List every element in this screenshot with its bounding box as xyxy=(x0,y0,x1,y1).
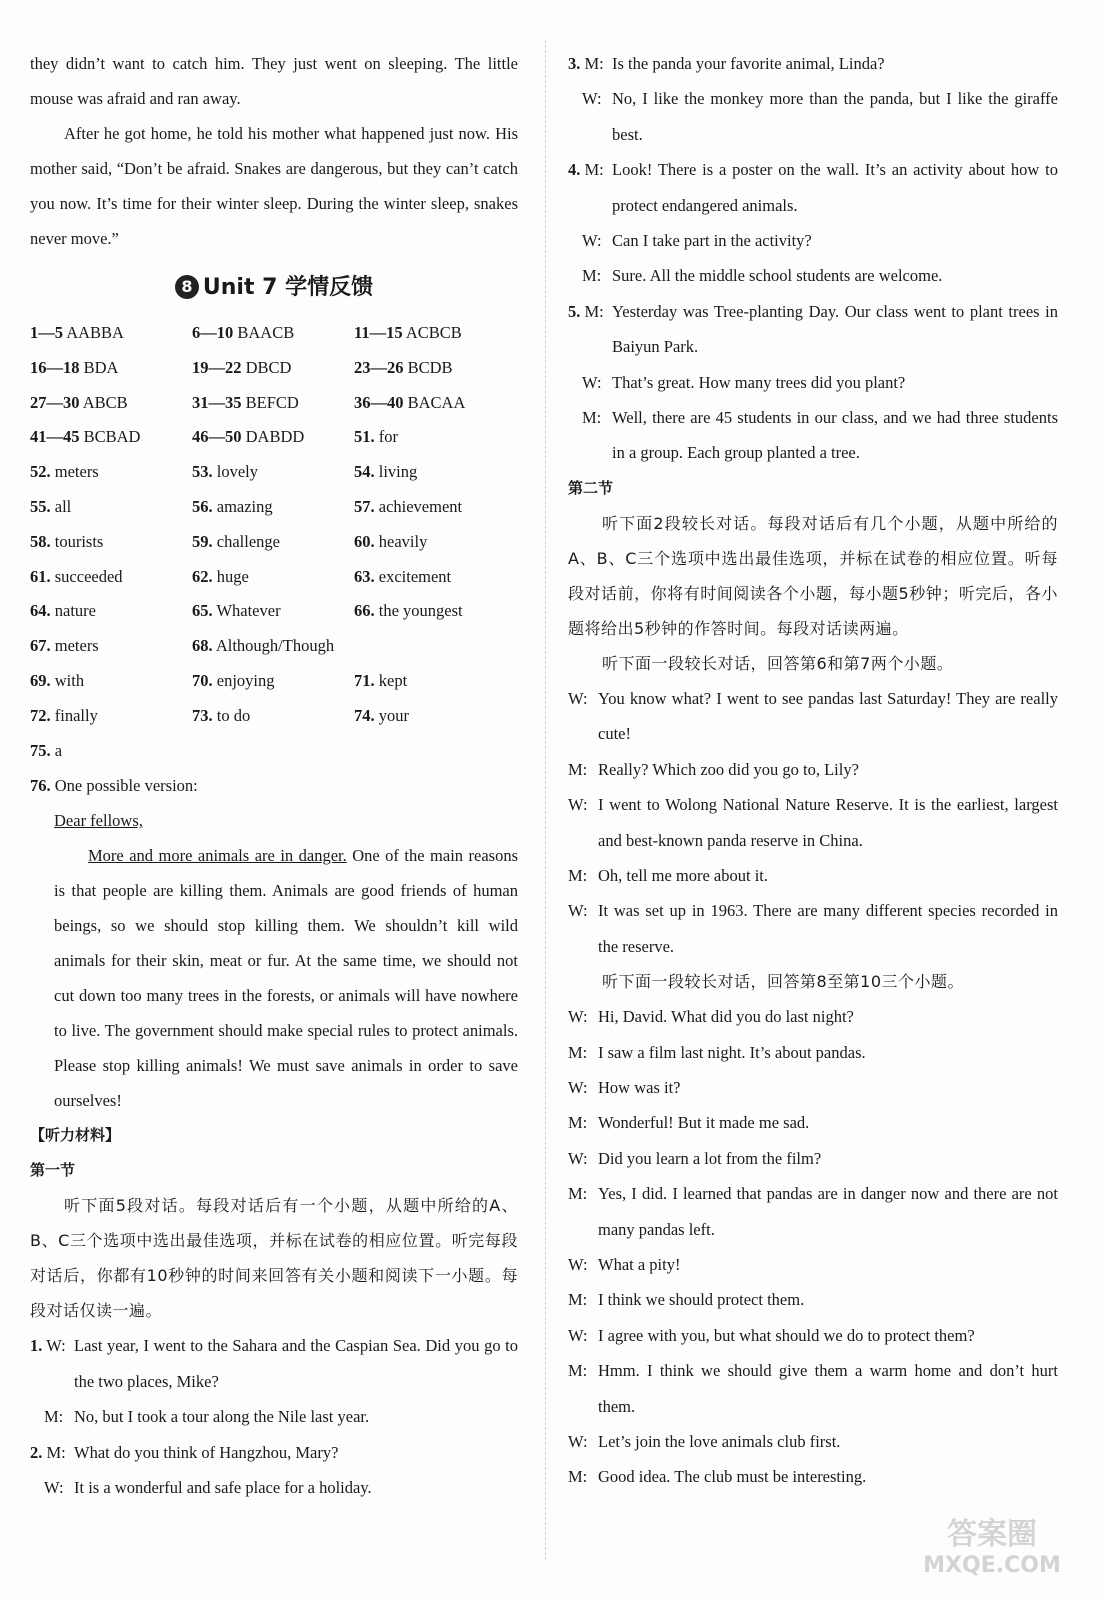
answer-number: 75. xyxy=(30,740,51,760)
answer-number: 73. xyxy=(192,705,213,725)
answer-value: enjoying xyxy=(216,670,275,690)
answer-item xyxy=(192,316,354,351)
speaker-label xyxy=(568,152,604,187)
dialogue-text: Is the panda your favorite animal, Linda? xyxy=(612,54,885,73)
dialogue-line xyxy=(568,258,1058,293)
answer-value: all xyxy=(54,496,72,516)
dialogue-line xyxy=(568,1459,1058,1494)
unit-title xyxy=(30,270,518,306)
section1-heading: 第一节 xyxy=(30,1161,76,1180)
answer-value: lovely xyxy=(216,462,258,482)
right-column xyxy=(568,46,1058,1495)
story-paragraph-2: After he got home, he told his mother what happened just now. His mother said, “Don’t be afraid. Snakes are dangerous, but they can’t catch you now. It’s time for their winter sleep. During the winter sleep, snakes never move.” xyxy=(30,124,518,248)
story-paragraph-1: they didn’t want to catch him. They just went on sleeping. The little mouse was afraid and ran away. xyxy=(30,54,518,108)
speaker-label xyxy=(582,223,602,258)
answer-item xyxy=(192,351,354,386)
answer-item xyxy=(192,525,354,560)
dialogue-line xyxy=(568,365,1058,400)
speaker-label xyxy=(568,1176,587,1211)
answer-number: 71. xyxy=(354,670,375,690)
speaker-label xyxy=(568,1459,587,1494)
speaker-code: M: xyxy=(568,1361,588,1381)
dialogue-text: Let’s join the love animals club first. xyxy=(598,1432,841,1451)
listening-heading: 【听力材料】 xyxy=(30,1126,121,1145)
question-number: 5. xyxy=(568,301,581,321)
answer-number: 19—22 xyxy=(192,357,242,377)
speaker-code: W: xyxy=(568,795,588,815)
dialogue-line xyxy=(568,1176,1058,1247)
answer-item xyxy=(354,420,518,455)
answer-item xyxy=(354,490,518,525)
dialogue-text: Last year, I went to the Sahara and the Caspian Sea. Did you go to the two places, Mike? xyxy=(74,1336,518,1391)
answer-value: DABDD xyxy=(245,427,305,447)
answer-value: finally xyxy=(54,705,98,725)
speaker-code: M: xyxy=(568,759,588,779)
speaker-label xyxy=(568,1282,587,1317)
answer-value: huge xyxy=(216,566,249,586)
speaker-label xyxy=(582,400,601,435)
q76-number: 76. xyxy=(30,776,51,796)
q76-label: One possible version: xyxy=(54,776,198,796)
answer-number: 16—18 xyxy=(30,357,80,377)
answer-item xyxy=(30,664,192,699)
speaker-code: W: xyxy=(582,231,602,251)
dialogue-text: Really? Which zoo did you go to, Lily? xyxy=(598,759,859,779)
answer-number: 65. xyxy=(192,601,213,621)
question-number: 2. xyxy=(30,1442,43,1462)
speaker-label xyxy=(568,752,587,787)
speaker-code: W: xyxy=(582,372,602,392)
answer-item xyxy=(354,699,518,734)
answer-value: succeeded xyxy=(54,566,123,586)
answer-value: BCDB xyxy=(407,357,453,377)
answer-number: 53. xyxy=(192,462,213,482)
speaker-code: W: xyxy=(568,901,588,921)
dialogue-line xyxy=(30,1470,518,1505)
dialogue-text: I went to Wolong National Nature Reserve. It is the earliest, largest and best-known panda reserve in China. xyxy=(598,795,1058,850)
answer-item xyxy=(192,664,354,699)
dialogue-text: Wonderful! But it made me sad. xyxy=(598,1113,810,1133)
dialogue-text: It is a wonderful and safe place for a holiday. xyxy=(74,1477,372,1497)
speaker-code: M: xyxy=(584,160,604,180)
dialogue-line xyxy=(568,1035,1058,1070)
answer-value: amazing xyxy=(216,496,273,516)
speaker-label xyxy=(568,1424,588,1459)
dialogue-text: That’s great. How many trees did you plant? xyxy=(612,372,906,392)
answer-item xyxy=(354,386,518,421)
speaker-code: M: xyxy=(582,266,602,286)
speaker-label xyxy=(582,81,602,116)
dialogues-3-5 xyxy=(568,46,1058,471)
answer-item xyxy=(30,420,192,455)
answer-item xyxy=(354,594,518,629)
answer-number: 55. xyxy=(30,496,51,516)
question-number: 3. xyxy=(568,54,581,73)
answer-item xyxy=(30,560,192,595)
answer-item xyxy=(354,351,518,386)
speaker-label xyxy=(568,46,604,81)
answer-value: with xyxy=(54,670,85,690)
essay-body xyxy=(54,838,518,1118)
speaker-code: M: xyxy=(568,1467,588,1487)
dialogue-line xyxy=(568,1424,1058,1459)
answer-item xyxy=(30,386,192,421)
answer-value: Whatever xyxy=(216,601,281,621)
dialogue-text: Good idea. The club must be interesting. xyxy=(598,1467,867,1487)
answer-item xyxy=(30,455,192,490)
model-essay xyxy=(30,803,518,1118)
answer-number: 11—15 xyxy=(354,323,403,342)
dialogue-line xyxy=(568,787,1058,858)
answer-item xyxy=(192,490,354,525)
speaker-label xyxy=(568,294,604,329)
answer-item xyxy=(192,455,354,490)
dialogue-line xyxy=(30,1399,518,1434)
unit-title-text: Unit 7 学情反馈 xyxy=(202,275,374,300)
speaker-label xyxy=(30,1328,66,1363)
answer-item xyxy=(192,594,354,629)
speaker-code: M: xyxy=(584,54,604,73)
answer-number: 23—26 xyxy=(354,357,404,377)
answer-value: a xyxy=(54,740,63,760)
answer-number: 41—45 xyxy=(30,427,80,447)
dialogue-text: What do you think of Hangzhou, Mary? xyxy=(74,1442,339,1462)
dialogue-text: I think we should protect them. xyxy=(598,1290,805,1310)
answer-grid xyxy=(30,316,518,768)
answer-number: 46—50 xyxy=(192,427,242,447)
dialogue-text: Look! There is a poster on the wall. It’s an activity about how to protect endangered animals. xyxy=(612,160,1058,215)
speaker-code: M: xyxy=(44,1407,64,1427)
dialogue-line xyxy=(568,1141,1058,1176)
speaker-label xyxy=(568,787,588,822)
speaker-label xyxy=(568,681,588,716)
essay-greeting-line xyxy=(54,803,518,838)
answer-number: 56. xyxy=(192,496,213,516)
answer-number: 57. xyxy=(354,496,375,516)
speaker-code: W: xyxy=(46,1336,66,1356)
answer-value: for xyxy=(378,427,398,447)
answer-value: BAACB xyxy=(237,323,295,342)
answer-value: nature xyxy=(54,601,96,621)
answer-value: achievement xyxy=(378,496,463,516)
dialogue-text: I saw a film last night. It’s about pandas. xyxy=(598,1042,866,1062)
answer-value: kept xyxy=(378,670,408,690)
site-watermark-logo xyxy=(912,1510,1072,1580)
answer-value: the youngest xyxy=(378,601,463,621)
dialogue-line xyxy=(568,1282,1058,1317)
speaker-code: W: xyxy=(44,1477,64,1497)
answer-item xyxy=(354,664,518,699)
dialogue-text: No, I like the monkey more than the panda, but I like the giraffe best. xyxy=(612,89,1058,144)
dialogue-line xyxy=(568,1105,1058,1140)
answer-value: Although/Though xyxy=(215,636,335,656)
speaker-code: W: xyxy=(568,1077,588,1097)
speaker-label xyxy=(44,1399,63,1434)
dialogue-line xyxy=(568,223,1058,258)
answer-number: 66. xyxy=(354,601,375,621)
answer-value: your xyxy=(378,705,409,725)
speaker-label xyxy=(568,1247,588,1282)
dialogue-text: I agree with you, but what should we do to protect them? xyxy=(598,1325,975,1345)
dialogue-line xyxy=(568,893,1058,964)
long-dialogue-1 xyxy=(568,681,1058,964)
answer-number: 59. xyxy=(192,531,213,551)
dialogue-text: Yesterday was Tree-planting Day. Our class went to plant trees in Baiyun Park. xyxy=(612,301,1058,357)
answer-number: 67. xyxy=(30,636,51,656)
dialogue-text: Can I take part in the activity? xyxy=(612,231,812,251)
speaker-code: W: xyxy=(582,89,602,109)
answer-value: AABBA xyxy=(66,323,124,342)
speaker-label xyxy=(44,1470,64,1505)
dialogue-line xyxy=(568,400,1058,471)
speaker-code: M: xyxy=(568,1042,588,1062)
answer-item xyxy=(30,699,192,734)
answer-value: ACBCB xyxy=(405,323,462,342)
dialogue-line xyxy=(568,1070,1058,1105)
column-divider xyxy=(545,40,546,1560)
long-dialogue-2 xyxy=(568,999,1058,1495)
unit-number-badge: 8 xyxy=(175,275,199,299)
dialogue-line xyxy=(568,46,1058,81)
part2-heading: 听下面一段较长对话，回答第8至第10三个小题。 xyxy=(602,972,965,992)
section1-instructions: 听下面5段对话。每段对话后有一个小题，从题中所给的A、B、C三个选项中选出最佳选项，并标在试卷的相应位置。听完每段对话后，你都有10秒钟的时间来回答有关小题和阅读下一小题。每段对话仅读一遍。 xyxy=(30,1196,518,1321)
section2-heading: 第二节 xyxy=(568,478,614,497)
answer-value: excitement xyxy=(378,566,452,586)
dialogue-line xyxy=(568,294,1058,365)
question-number: 1. xyxy=(30,1336,43,1356)
answer-value: BACAA xyxy=(407,392,466,412)
speaker-code: M: xyxy=(584,301,604,321)
speaker-label xyxy=(568,1105,587,1140)
speaker-code: W: xyxy=(568,1432,588,1451)
dialogue-text: Hi, David. What did you do last night? xyxy=(598,1007,854,1027)
answer-value: heavily xyxy=(378,531,428,551)
answer-item xyxy=(30,490,192,525)
answer-number: 68. xyxy=(192,636,213,656)
speaker-code: M: xyxy=(568,1184,588,1204)
answer-number: 69. xyxy=(30,670,51,690)
answer-number: 58. xyxy=(30,531,51,551)
speaker-label xyxy=(568,1070,588,1105)
answer-number: 31—35 xyxy=(192,392,242,412)
answer-value: BEFCD xyxy=(245,392,299,412)
dialogues-1-2 xyxy=(30,1328,518,1505)
dialogue-line xyxy=(568,1353,1058,1424)
answer-number: 51. xyxy=(354,427,375,447)
answer-number: 63. xyxy=(354,566,375,586)
dialogue-text: Sure. All the middle school students are welcome. xyxy=(612,266,943,286)
answer-number: 27—30 xyxy=(30,392,80,412)
essay-greeting: Dear fellows, xyxy=(54,811,143,831)
speaker-label xyxy=(582,365,602,400)
answer-value: DBCD xyxy=(245,357,292,377)
answer-item xyxy=(30,316,192,351)
answer-value: meters xyxy=(54,636,99,656)
speaker-label xyxy=(582,258,601,293)
answer-item xyxy=(192,629,518,664)
answer-value: tourists xyxy=(54,531,104,551)
dialogue-line xyxy=(30,1435,518,1470)
speaker-code: W: xyxy=(568,1254,588,1274)
section2-instructions: 听下面2段较长对话。每段对话后有几个小题，从题中所给的A、B、C三个选项中选出最佳选项，并标在试卷的相应位置。听每段对话前，你将有时间阅读各个小题，每小题5秒钟；听完后，各小题将给出5秒钟的作答时间。每段对话读两遍。 xyxy=(568,513,1058,638)
answer-number: 61. xyxy=(30,566,51,586)
answer-item xyxy=(192,699,354,734)
speaker-code: M: xyxy=(568,1113,588,1133)
left-column xyxy=(30,46,518,1505)
answer-number: 72. xyxy=(30,705,51,725)
speaker-label xyxy=(30,1435,66,1470)
answer-number: 64. xyxy=(30,601,51,621)
answer-item xyxy=(30,351,192,386)
dialogue-text: Well, there are 45 students in our class, and we had three students in a group. Each group planted a tree. xyxy=(612,408,1058,463)
speaker-label xyxy=(568,858,587,893)
dialogue-text: It was set up in 1963. There are many different species recorded in the reserve. xyxy=(598,901,1058,956)
speaker-label xyxy=(568,999,588,1034)
dialogue-line xyxy=(568,752,1058,787)
answer-value: challenge xyxy=(216,531,280,551)
part1-heading: 听下面一段较长对话，回答第6和第7两个小题。 xyxy=(602,653,954,673)
essay-body-text: One of the main reasons is that people are killing them. Animals are good friends of human beings, so we should stop killing them. We shouldn’t kill wild animals for their skin, meat or fur. At the same time, we should not cut down too many trees in the forests, or animals will have nowhere to live. The government should make special rules to protect animals. Please stop killing animals! We must save animals in order to save ourselves! xyxy=(54,846,518,1111)
speaker-code: W: xyxy=(568,1007,588,1027)
dialogue-text: Oh, tell me more about it. xyxy=(598,865,769,885)
answer-value: ABCB xyxy=(82,392,128,412)
dialogue-text: What a pity! xyxy=(598,1254,681,1274)
dialogue-line xyxy=(568,999,1058,1034)
dialogue-line xyxy=(568,1318,1058,1353)
answer-number: 36—40 xyxy=(354,392,404,412)
speaker-code: M: xyxy=(568,865,588,885)
dialogue-text: Hmm. I think we should give them a warm home and don’t hurt them. xyxy=(598,1361,1058,1416)
answer-item xyxy=(354,560,518,595)
dialogue-text: How was it? xyxy=(598,1077,681,1097)
essay-topic-sentence: More and more animals are in danger. xyxy=(88,846,347,866)
speaker-code: M: xyxy=(582,408,602,428)
dialogue-text: Did you learn a lot from the film? xyxy=(598,1148,822,1168)
speaker-label xyxy=(568,893,588,928)
answer-item xyxy=(30,629,192,664)
watermark-line1: 答案圈 xyxy=(947,1517,1037,1552)
question-number: 4. xyxy=(568,160,581,180)
answer-item xyxy=(192,560,354,595)
speaker-label xyxy=(568,1035,587,1070)
speaker-label xyxy=(568,1318,588,1353)
answer-number: 70. xyxy=(192,670,213,690)
answer-value: BDA xyxy=(83,357,119,377)
dialogue-text: You know what? I went to see pandas last Saturday! They are really cute! xyxy=(598,688,1058,744)
answer-item xyxy=(192,386,354,421)
speaker-code: M: xyxy=(568,1290,588,1310)
speaker-code: W: xyxy=(568,688,588,708)
dialogue-line xyxy=(568,681,1058,752)
dialogue-text: Yes, I did. I learned that pandas are in danger now and there are not many pandas left. xyxy=(598,1184,1058,1239)
answer-value: meters xyxy=(54,462,99,482)
answer-item xyxy=(192,420,354,455)
answer-value: living xyxy=(378,462,418,482)
speaker-code: W: xyxy=(568,1325,588,1345)
speaker-code: M: xyxy=(46,1442,66,1462)
answer-item xyxy=(30,734,192,769)
dialogue-text: No, but I took a tour along the Nile last year. xyxy=(74,1407,370,1427)
answer-number: 62. xyxy=(192,566,213,586)
answer-item xyxy=(30,525,192,560)
answer-number: 52. xyxy=(30,462,51,482)
answer-number: 1—5 xyxy=(30,323,63,342)
dialogue-line xyxy=(30,1328,518,1399)
answer-number: 74. xyxy=(354,705,375,725)
dialogue-line xyxy=(568,81,1058,152)
dialogue-line xyxy=(568,1247,1058,1282)
answer-number: 54. xyxy=(354,462,375,482)
speaker-label xyxy=(568,1141,588,1176)
answer-item xyxy=(354,525,518,560)
dialogue-line xyxy=(568,858,1058,893)
answer-item xyxy=(30,594,192,629)
answer-number: 6—10 xyxy=(192,323,234,342)
answer-item xyxy=(354,316,518,351)
watermark-line2: MXQE.COM xyxy=(923,1553,1061,1578)
answer-number: 60. xyxy=(354,531,375,551)
speaker-label xyxy=(568,1353,587,1388)
dialogue-line xyxy=(568,152,1058,223)
answer-item xyxy=(354,455,518,490)
q76-line xyxy=(30,768,518,803)
answer-value: BCBAD xyxy=(83,427,141,447)
speaker-code: W: xyxy=(568,1148,588,1168)
answer-value: to do xyxy=(216,705,251,725)
